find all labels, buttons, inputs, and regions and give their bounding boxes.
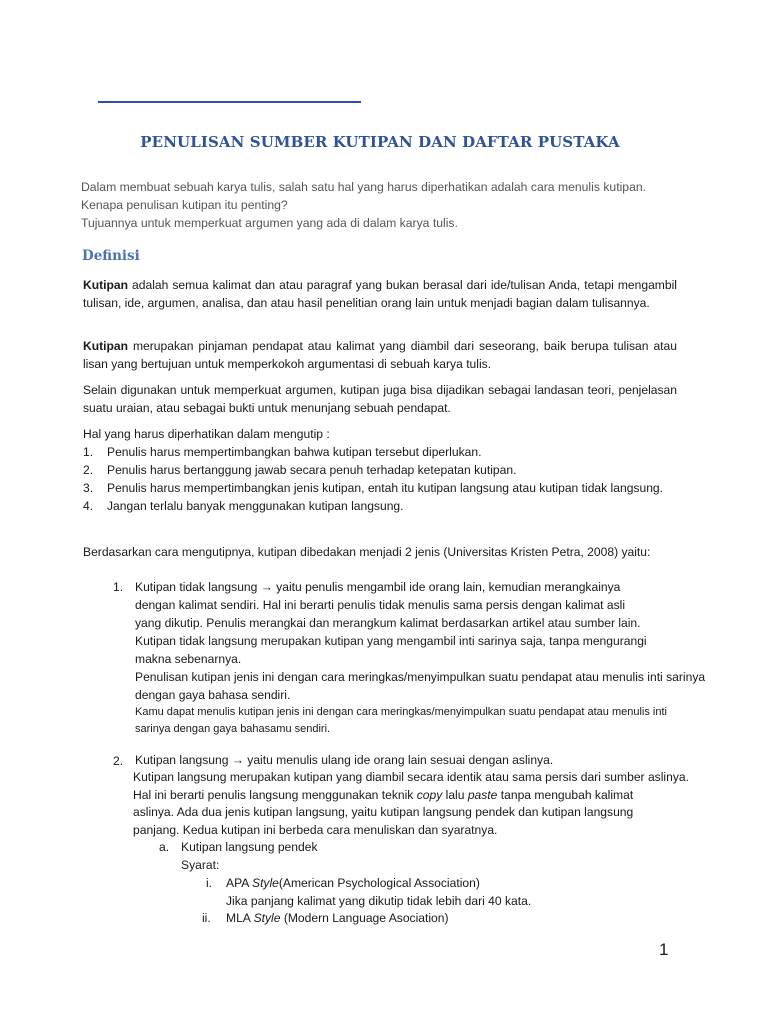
section-heading-definisi: Definisi [82, 248, 140, 264]
type-direct-quote [135, 752, 553, 770]
text-line: panjang. Kedua kutipan ini berbeda cara menuliskan dan syaratnya. [133, 822, 498, 837]
paragraph-text: merupakan pinjaman pendapat atau kalimat yang diambil dari seseorang, baik berupa tulisan atau lisan yang bertujuan untuk memperkokoh argumentasi di sebuah karya tulis. [83, 339, 677, 371]
text-line: Jika panjang kalimat yang dikutip tidak lebih dari 40 kata. [226, 893, 532, 908]
type-number: 2. [113, 754, 124, 768]
text-line: Penulisan kutipan jenis ini dengan cara meringkas/menyimpulkan suatu pendapat atau menulis inti sarinya [135, 670, 706, 684]
text-line [226, 910, 449, 928]
types-intro: Berdasarkan cara mengutipnya, kutipan dibedakan menjadi 2 jenis (Universitas Kristen Petra, 2008) yaitu: [83, 545, 651, 559]
list-number: 3. [83, 481, 94, 495]
list-text: Jangan terlalu banyak menggunakan kutipan langsung. [107, 499, 404, 513]
text-line: yang dikutip. Penulis merangkai dan merangkum kalimat berdasarkan artikel atau sumber lain. [135, 616, 641, 630]
term-kutipan: Kutipan [83, 278, 129, 292]
considerations-list [83, 443, 677, 515]
list-number: 1. [83, 445, 94, 459]
type-indirect-quote [135, 578, 705, 738]
sub-item-letter: a. [159, 840, 170, 854]
list-text: Penulis harus mempertimbangkan jenis kutipan, entah itu kutipan langsung atau kutipan tidak langsung. [107, 481, 663, 495]
text-line-small: sarinya dengan gaya bahasamu sendiri. [135, 723, 331, 735]
paragraph-definition-2 [83, 337, 677, 373]
list-item [83, 479, 677, 497]
page-number: 1 [659, 940, 669, 959]
text-line: Kutipan langsung pendek [181, 840, 318, 854]
term-copy: copy [416, 787, 443, 802]
text-run: (American Psychological Association) [278, 876, 480, 890]
type-number: 1. [113, 580, 124, 594]
list-intro: Hal yang harus diperhatikan dalam mengutip : [83, 427, 330, 441]
paragraph-definition-1 [83, 276, 677, 312]
text-run: APA [226, 876, 252, 890]
style-apa [226, 875, 531, 910]
text-run: Hal ini berarti penulis langsung menggunakan teknik [133, 787, 417, 802]
text-run: MLA [226, 911, 254, 925]
text-line: dengan kalimat sendiri. Hal ini berarti penulis tidak menulis sama persis dengan kalimat asli [135, 598, 626, 612]
intro-line: Tujuannya untuk memperkuat argumen yang ada di dalam karya tulis. [81, 216, 458, 230]
sub-item-short-quote [181, 839, 318, 874]
text-line: Kutipan langsung → yaitu menulis ulang ide orang lain sesuai dengan aslinya. [135, 753, 554, 767]
page-title: PENULISAN SUMBER KUTIPAN DAN DAFTAR PUSTAKA [140, 133, 620, 151]
text-line: Syarat: [181, 857, 220, 872]
list-text: Penulis harus bertanggung jawab secara penuh terhadap ketepatan kutipan. [107, 463, 517, 477]
paragraph-text: adalah semua kalimat dan atau paragraf yang bukan berasal dari ide/tulisan Anda, tetapi mengambil tulisan, ide, argumen, analisa, dan atau hasil penelitian orang lain untuk menjadi bagian dalam tulisannya. [83, 278, 677, 310]
text-line: Kutipan tidak langsung → yaitu penulis mengambil ide orang lain, kemudian merangkainya [135, 580, 621, 594]
paragraph-purpose: Selain digunakan untuk memperkuat argumen, kutipan juga bisa dijadikan sebagai landasan teori, penjelasan suatu uraian, atau sebagai bukti untuk menunjang sebuah pendapat. [83, 383, 677, 415]
text-line: aslinya. Ada dua jenis kutipan langsung, yaitu kutipan langsung pendek dan kutipan langsung [133, 805, 634, 819]
term-paste: paste [467, 787, 498, 802]
term-style: Style [252, 876, 279, 890]
list-number: 4. [83, 499, 94, 513]
style-mla [226, 910, 449, 928]
list-text: Penulis harus mempertimbangkan bahwa kutipan tersebut diperlukan. [107, 445, 482, 459]
roman-numeral: i. [206, 876, 213, 890]
text-line: dengan gaya bahasa sendiri. [135, 688, 291, 702]
header-rule [98, 101, 361, 103]
intro-line: Dalam membuat sebuah karya tulis, salah satu hal yang harus diperhatikan adalah cara menulis kutipan. [81, 180, 647, 194]
text-line: Kutipan langsung merupakan kutipan yang diambil secara identik atau sama persis dari sumber aslinya. [133, 770, 689, 784]
intro-line: Kenapa penulisan kutipan itu penting? [81, 198, 288, 212]
text-line [133, 787, 689, 805]
text-run: lalu [442, 787, 468, 802]
text-line: Kutipan tidak langsung merupakan kutipan yang mengambil inti sarinya saja, tanpa mengurangi [135, 634, 647, 648]
text-line-small: Kamu dapat menulis kutipan jenis ini dengan cara meringkas/menyimpulkan suatu pendapat atau menulis inti [135, 706, 667, 718]
list-number: 2. [83, 463, 94, 477]
text-run: tanpa mengubah kalimat [497, 787, 634, 802]
intro-block [81, 178, 721, 232]
list-item [83, 497, 677, 515]
text-line [226, 875, 531, 893]
direct-quote-body [133, 769, 689, 839]
term-style: Style [253, 911, 281, 925]
term-kutipan: Kutipan [83, 339, 129, 353]
list-item [83, 461, 677, 479]
list-item [83, 443, 677, 461]
text-line: makna sebenarnya. [135, 652, 242, 666]
roman-numeral: ii. [202, 911, 211, 925]
text-run: (Modern Language Asociation) [280, 911, 449, 925]
